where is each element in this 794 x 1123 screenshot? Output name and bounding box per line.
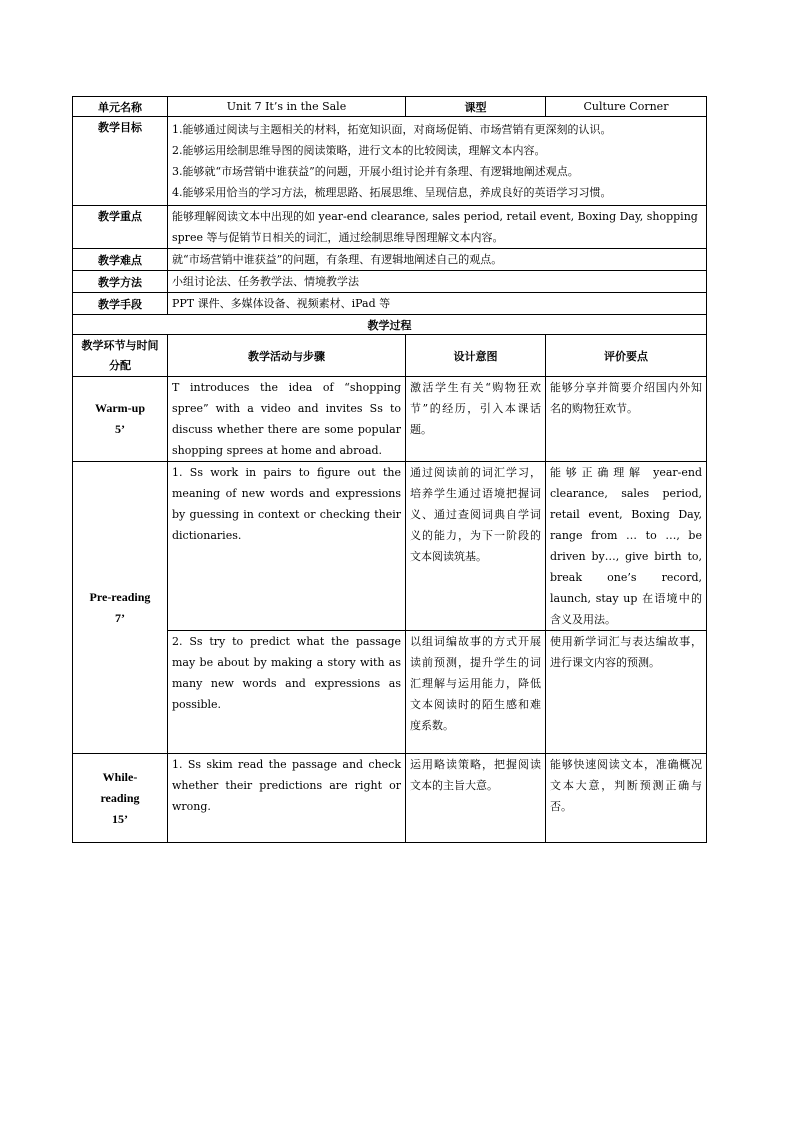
difficulties-row — [73, 249, 707, 271]
key-points-text: 能够理解阅读文本中出现的如 year-end clearance, sales period, retail event, Boxing Day, shopping spree 等与促销节日相关的词汇，通过绘制思维导图理解文本内容。 — [168, 206, 707, 249]
objective-item: 1.能够通过阅读与主题相关的材料，拓宽知识面，对商场促销、市场营销有更深刻的认识。 — [172, 123, 612, 136]
means-label: 教学手段 — [73, 293, 168, 315]
whilereading-stage-name-1: While- — [102, 769, 138, 784]
key-points-label: 教学重点 — [73, 206, 168, 249]
objectives-label: 教学目标 — [73, 117, 168, 206]
whilereading-stage-time: 15’ — [112, 811, 128, 826]
methods-row — [73, 271, 707, 293]
lesson-type-label: 课型 — [406, 97, 546, 117]
difficulties-text: 就“市场营销中谁获益”的问题，有条理、有逻辑地阐述自己的观点。 — [168, 249, 707, 271]
warmup-activity: T introduces the idea of “shopping spree” with a video and invites Ss to discuss whether there are some popular shopping sprees at home and abroad. — [168, 377, 406, 462]
whilereading-activity: 1. Ss skim read the passage and check whether their predictions are right or wrong. — [168, 754, 406, 843]
prereading-stage-name: Pre-reading — [89, 589, 151, 604]
column-header-stage: 教学环节与时间分配 — [73, 335, 168, 377]
prereading-stage — [73, 462, 168, 754]
prereading-intent-2: 以组词编故事的方式开展读前预测，提升学生的词汇理解与运用能力，降低文本阅读时的陌生感和难度系数。 — [406, 631, 546, 754]
key-points-row — [73, 206, 707, 249]
column-header-activity: 教学活动与步骤 — [168, 335, 406, 377]
prereading-evaluation-2: 使用新学词汇与表达编故事，进行课文内容的预测。 — [546, 631, 707, 754]
prereading-stage-time: 7’ — [115, 610, 125, 625]
warmup-intent: 激活学生有关“购物狂欢节”的经历，引入本课话题。 — [406, 377, 546, 462]
warmup-row — [73, 377, 707, 462]
objectives-row — [73, 117, 707, 206]
warmup-stage-time: 5’ — [115, 422, 125, 436]
prereading-activity-2: 2. Ss try to predict what the passage may be about by making a story with as many new words and expressions as possible. — [168, 631, 406, 754]
means-row — [73, 293, 707, 315]
methods-text: 小组讨论法、任务教学法、情境教学法 — [168, 271, 707, 293]
warmup-evaluation: 能够分享并简要介绍国内外知名的购物狂欢节。 — [546, 377, 707, 462]
process-header-row — [73, 335, 707, 377]
objective-item: 3.能够就“市场营销中谁获益”的问题，开展小组讨论并有条理、有逻辑地阐述观点。 — [172, 165, 579, 178]
process-title: 教学过程 — [73, 315, 707, 335]
means-text: PPT 课件、多媒体设备、视频素材、iPad 等 — [168, 293, 707, 315]
column-header-intent: 设计意图 — [406, 335, 546, 377]
whilereading-row — [73, 754, 707, 843]
lesson-plan-table — [72, 96, 707, 843]
whilereading-intent: 运用略读策略，把握阅读文本的主旨大意。 — [406, 754, 546, 843]
column-header-evaluation: 评价要点 — [546, 335, 707, 377]
prereading-evaluation-1: 能够正确理解 year-end clearance, sales period, retail event, Boxing Day, range from … to …, be driven by…, give birth to, break one’s record, launch, stay up 在语境中的含义及用法。 — [546, 462, 707, 631]
prereading-intent-1: 通过阅读前的词汇学习，培养学生通过语境把握词义、通过查阅词典自学词义的能力，为下一阶段的文本阅读筑基。 — [406, 462, 546, 631]
prereading-row-2 — [73, 631, 707, 754]
methods-label: 教学方法 — [73, 271, 168, 293]
unit-name-value: Unit 7 It’s in the Sale — [168, 97, 406, 117]
objective-item: 2.能够运用绘制思维导图的阅读策略，进行文本的比较阅读，理解文本内容。 — [172, 144, 546, 157]
prereading-row-1 — [73, 462, 707, 631]
lesson-type-value: Culture Corner — [546, 97, 707, 117]
whilereading-stage-name-2: reading — [100, 790, 140, 805]
whilereading-evaluation: 能够快速阅读文本，准确概况文本大意，判断预测正确与否。 — [546, 754, 707, 843]
unit-name-label: 单元名称 — [73, 97, 168, 117]
process-title-row — [73, 315, 707, 335]
prereading-activity-1: 1. Ss work in pairs to figure out the meaning of new words and expressions by guessing in context or checking their dictionaries. — [168, 462, 406, 631]
unit-row — [73, 97, 707, 117]
warmup-stage — [73, 377, 168, 462]
objective-item: 4.能够采用恰当的学习方法，梳理思路、拓展思维、呈现信息，养成良好的英语学习习惯。 — [172, 186, 612, 199]
difficulties-label: 教学难点 — [73, 249, 168, 271]
warmup-stage-name: Warm-up — [94, 401, 145, 415]
objectives-content — [168, 117, 707, 206]
whilereading-stage — [73, 754, 168, 843]
